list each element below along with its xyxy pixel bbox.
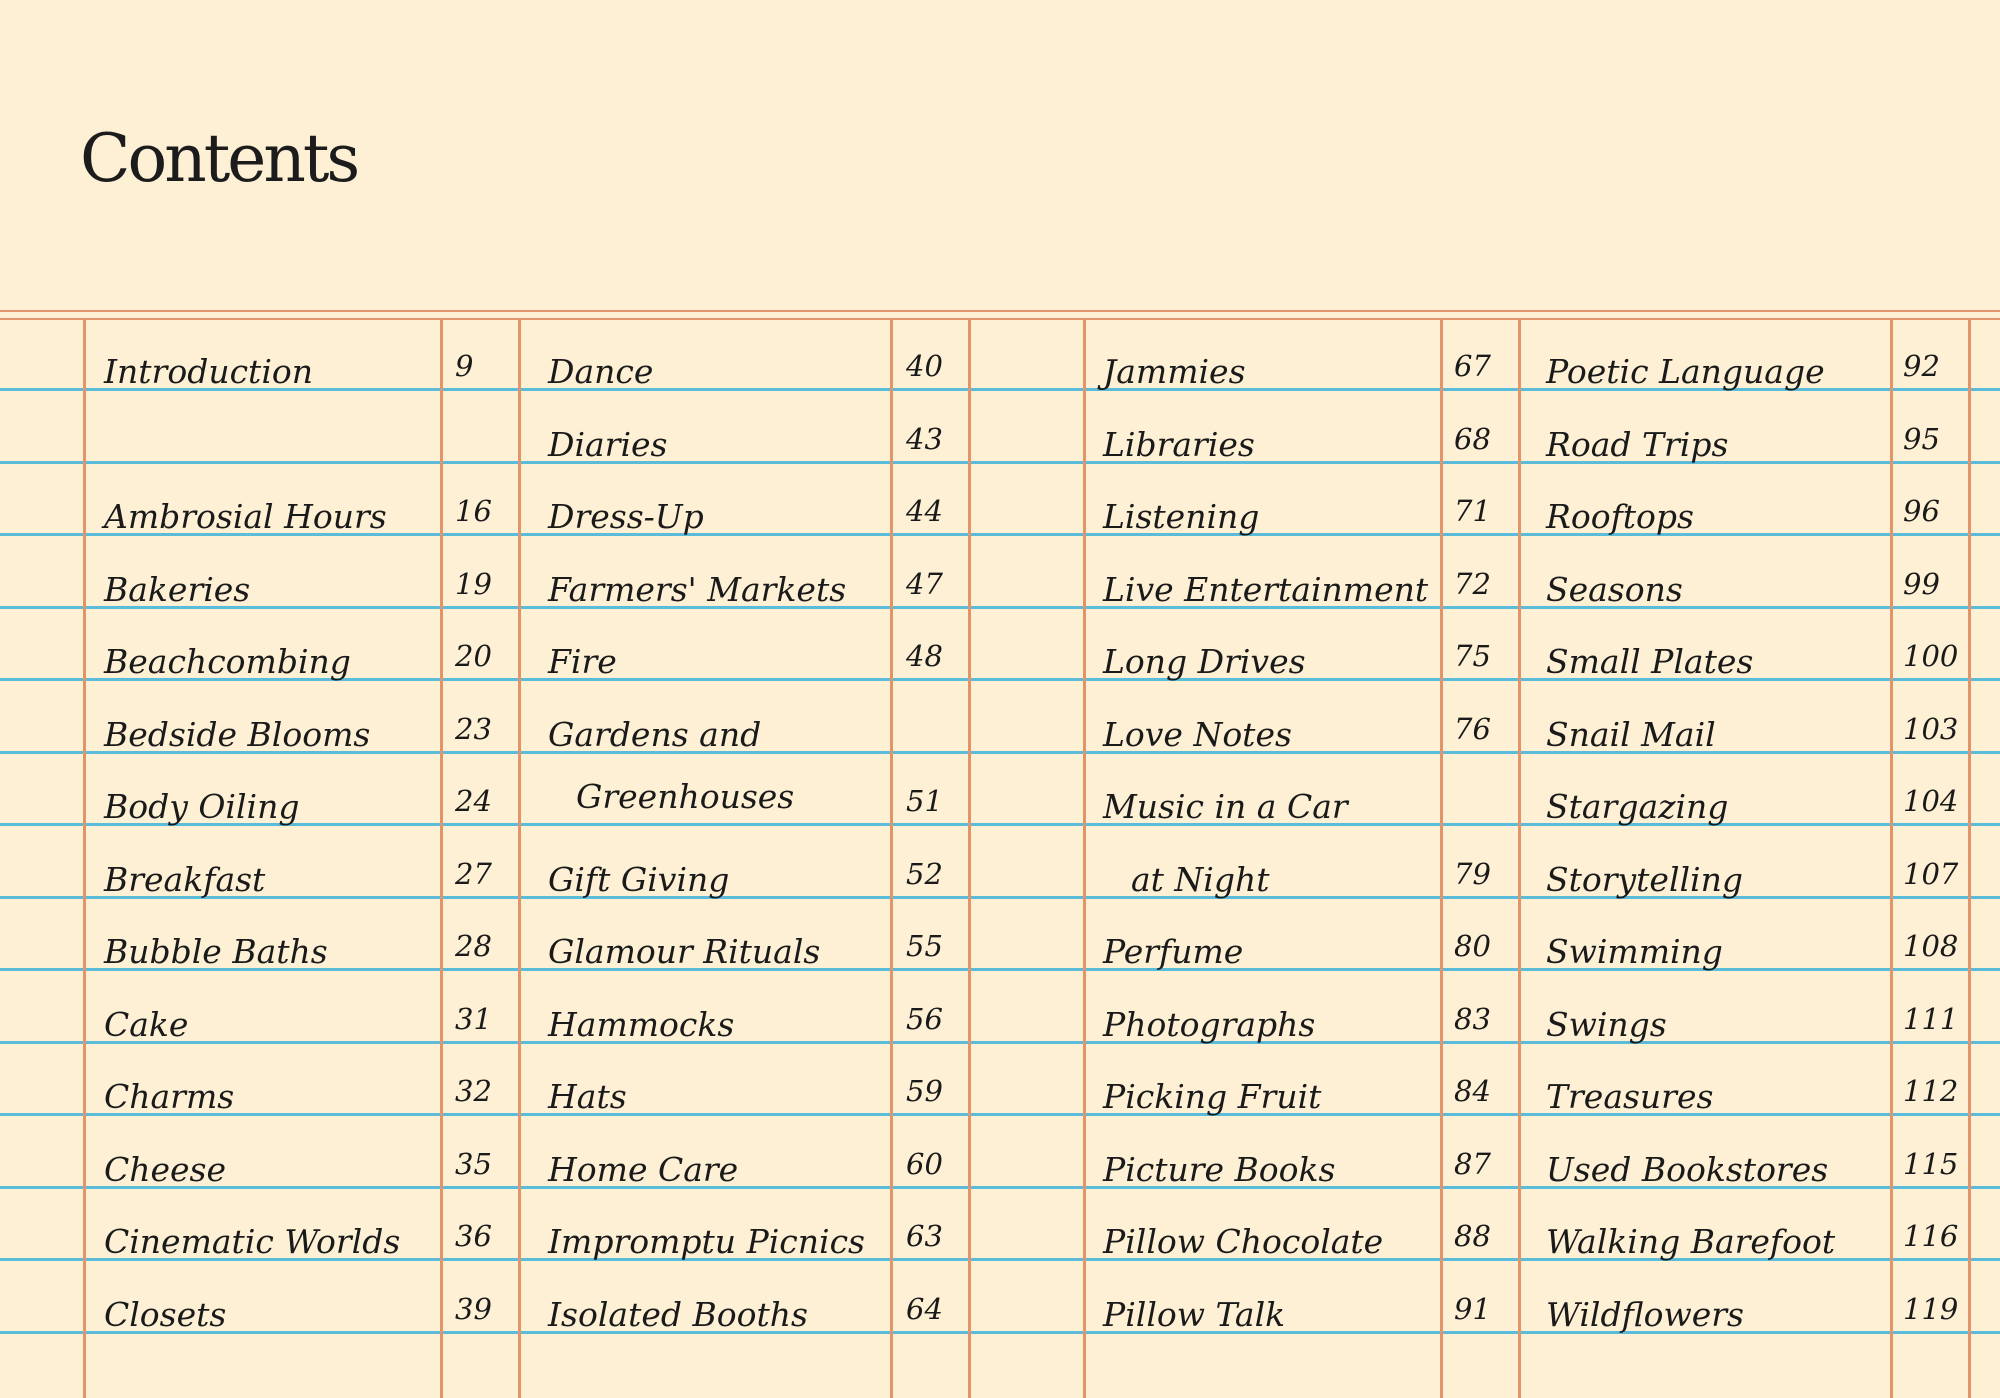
contents-entry-page: 76 [1454, 712, 1491, 746]
contents-entry-page: 47 [906, 567, 943, 601]
contents-entry-page: 55 [906, 929, 943, 963]
contents-entry-title: Snail Mail [1546, 715, 1716, 754]
contents-entry-page: 79 [1454, 857, 1491, 891]
contents-entry-title: Dress-Up [548, 497, 704, 536]
contents-entry-title: Greenhouses [576, 777, 795, 816]
contents-entry-page: 19 [455, 567, 492, 601]
contents-entry-page: 16 [455, 494, 492, 528]
contents-entry-page: 112 [1903, 1074, 1959, 1108]
contents-entry-page: 28 [455, 929, 492, 963]
contents-entry-title: Isolated Booths [548, 1295, 808, 1334]
contents-entry-title: Perfume [1103, 932, 1244, 971]
contents-entry-page: 71 [1454, 494, 1491, 528]
contents-entry-page: 115 [1903, 1147, 1959, 1181]
contents-entry-page: 104 [1903, 784, 1959, 818]
contents-entry-page: 20 [455, 639, 492, 673]
column-rule [968, 318, 971, 1398]
contents-entry-title: Seasons [1546, 570, 1683, 609]
contents-entry-title: Glamour Rituals [548, 932, 821, 971]
contents-entry-title: Breakfast [104, 860, 266, 899]
contents-entry-page: 27 [455, 857, 492, 891]
column-rule [1518, 318, 1521, 1398]
contents-entry-title: Bedside Blooms [104, 715, 371, 754]
contents-entry-page: 31 [455, 1002, 492, 1036]
contents-entry-title: Farmers' Markets [548, 570, 847, 609]
contents-entry-page: 40 [906, 349, 943, 383]
contents-entry-title: Hats [548, 1077, 627, 1116]
contents-entry-title: Body Oiling [104, 787, 300, 826]
header-rule [0, 318, 2000, 320]
contents-entry-title: Photographs [1103, 1005, 1316, 1044]
contents-entry-page: 35 [455, 1147, 492, 1181]
column-rule [1890, 318, 1893, 1398]
contents-entry-page: 108 [1903, 929, 1959, 963]
contents-entry-page: 119 [1903, 1292, 1959, 1326]
contents-entry-title: Used Bookstores [1546, 1150, 1829, 1189]
column-rule [440, 318, 443, 1398]
column-rule [1440, 318, 1443, 1398]
contents-entry-page: 100 [1903, 639, 1959, 673]
contents-entry-page: 60 [906, 1147, 943, 1181]
contents-entry-page: 24 [455, 784, 492, 818]
contents-entry-title: Home Care [548, 1150, 739, 1189]
contents-entry-page: 95 [1903, 422, 1940, 456]
contents-entry-page: 72 [1454, 567, 1491, 601]
contents-entry-title: Love Notes [1103, 715, 1292, 754]
contents-entry-title: Closets [104, 1295, 227, 1334]
contents-entry-title: Gardens and [548, 715, 762, 754]
column-rule [518, 318, 521, 1398]
contents-entry-title: Listening [1103, 497, 1260, 536]
contents-entry-title: Bubble Baths [104, 932, 328, 971]
contents-entry-title: Picture Books [1103, 1150, 1336, 1189]
contents-entry-page: 91 [1454, 1292, 1491, 1326]
contents-entry-title: Rooftops [1546, 497, 1694, 536]
contents-entry-page: 9 [455, 349, 474, 383]
contents-entry-title: Diaries [548, 425, 668, 464]
contents-entry-page: 56 [906, 1002, 943, 1036]
contents-entry-page: 88 [1454, 1219, 1491, 1253]
column-rule [890, 318, 893, 1398]
contents-entry-title: Swimming [1546, 932, 1723, 971]
contents-entry-title: Cake [104, 1005, 189, 1044]
contents-entry-title: Jammies [1103, 352, 1246, 391]
contents-entry-page: 23 [455, 712, 492, 746]
contents-entry-title: Small Plates [1546, 642, 1754, 681]
contents-entry-title: Gift Giving [548, 860, 730, 899]
contents-entry-page: 99 [1903, 567, 1940, 601]
contents-entry-page: 43 [906, 422, 943, 456]
header-rule [0, 310, 2000, 312]
contents-entry-page: 116 [1903, 1219, 1959, 1253]
contents-entry-page: 44 [906, 494, 943, 528]
contents-entry-page: 75 [1454, 639, 1491, 673]
contents-entry-page: 51 [906, 784, 943, 818]
contents-entry-title: Fire [548, 642, 617, 681]
contents-entry-page: 84 [1454, 1074, 1491, 1108]
column-rule [83, 318, 86, 1398]
contents-entry-title: Impromptu Picnics [548, 1222, 865, 1261]
contents-entry-page: 64 [906, 1292, 943, 1326]
contents-entry-page: 96 [1903, 494, 1940, 528]
contents-entry-page: 107 [1903, 857, 1959, 891]
contents-entry-title: Pillow Chocolate [1103, 1222, 1384, 1261]
contents-entry-title: Bakeries [104, 570, 251, 609]
contents-entry-page: 39 [455, 1292, 492, 1326]
contents-entry-page: 111 [1903, 1002, 1959, 1036]
contents-entry-title: Road Trips [1546, 425, 1729, 464]
contents-entry-page: 87 [1454, 1147, 1491, 1181]
contents-entry-title: Swings [1546, 1005, 1667, 1044]
column-rule [1968, 318, 1971, 1398]
contents-entry-title: Charms [104, 1077, 235, 1116]
contents-entry-title: Storytelling [1546, 860, 1743, 899]
contents-entry-title: Long Drives [1103, 642, 1306, 681]
ledger-line [0, 1041, 2000, 1044]
contents-entry-title: Dance [548, 352, 654, 391]
contents-entry-page: 52 [906, 857, 943, 891]
contents-entry-title: Music in a Car [1103, 787, 1348, 826]
contents-entry-page: 48 [906, 639, 943, 673]
contents-entry-page: 68 [1454, 422, 1491, 456]
contents-entry-page: 83 [1454, 1002, 1491, 1036]
contents-entry-title: Ambrosial Hours [104, 497, 387, 536]
contents-entry-page: 67 [1454, 349, 1491, 383]
contents-entry-title: Cheese [104, 1150, 227, 1189]
contents-entry-page: 92 [1903, 349, 1940, 383]
contents-entry-title: Libraries [1103, 425, 1255, 464]
column-rule [1083, 318, 1086, 1398]
contents-entry-title: Cinematic Worlds [104, 1222, 401, 1261]
contents-entry-title: Poetic Language [1546, 352, 1825, 391]
contents-entry-title: Hammocks [548, 1005, 735, 1044]
contents-entry-title: Stargazing [1546, 787, 1729, 826]
contents-entry-page: 63 [906, 1219, 943, 1253]
ledger-line [0, 606, 2000, 609]
contents-entry-title: Picking Fruit [1103, 1077, 1322, 1116]
contents-entry-title: Live Entertainment [1103, 570, 1429, 609]
contents-entry-title: Introduction [104, 352, 313, 391]
contents-entry-title: Beachcombing [104, 642, 351, 681]
contents-entry-title: Treasures [1546, 1077, 1714, 1116]
contents-entry-page: 80 [1454, 929, 1491, 963]
page-title: Contents [80, 120, 358, 197]
contents-entry-title: at Night [1131, 860, 1270, 899]
contents-entry-page: 59 [906, 1074, 943, 1108]
contents-entry-title: Wildflowers [1546, 1295, 1744, 1334]
contents-entry-title: Walking Barefoot [1546, 1222, 1836, 1261]
contents-entry-title: Pillow Talk [1103, 1295, 1286, 1334]
contents-entry-page: 36 [455, 1219, 492, 1253]
contents-entry-page: 103 [1903, 712, 1959, 746]
contents-entry-page: 32 [455, 1074, 492, 1108]
